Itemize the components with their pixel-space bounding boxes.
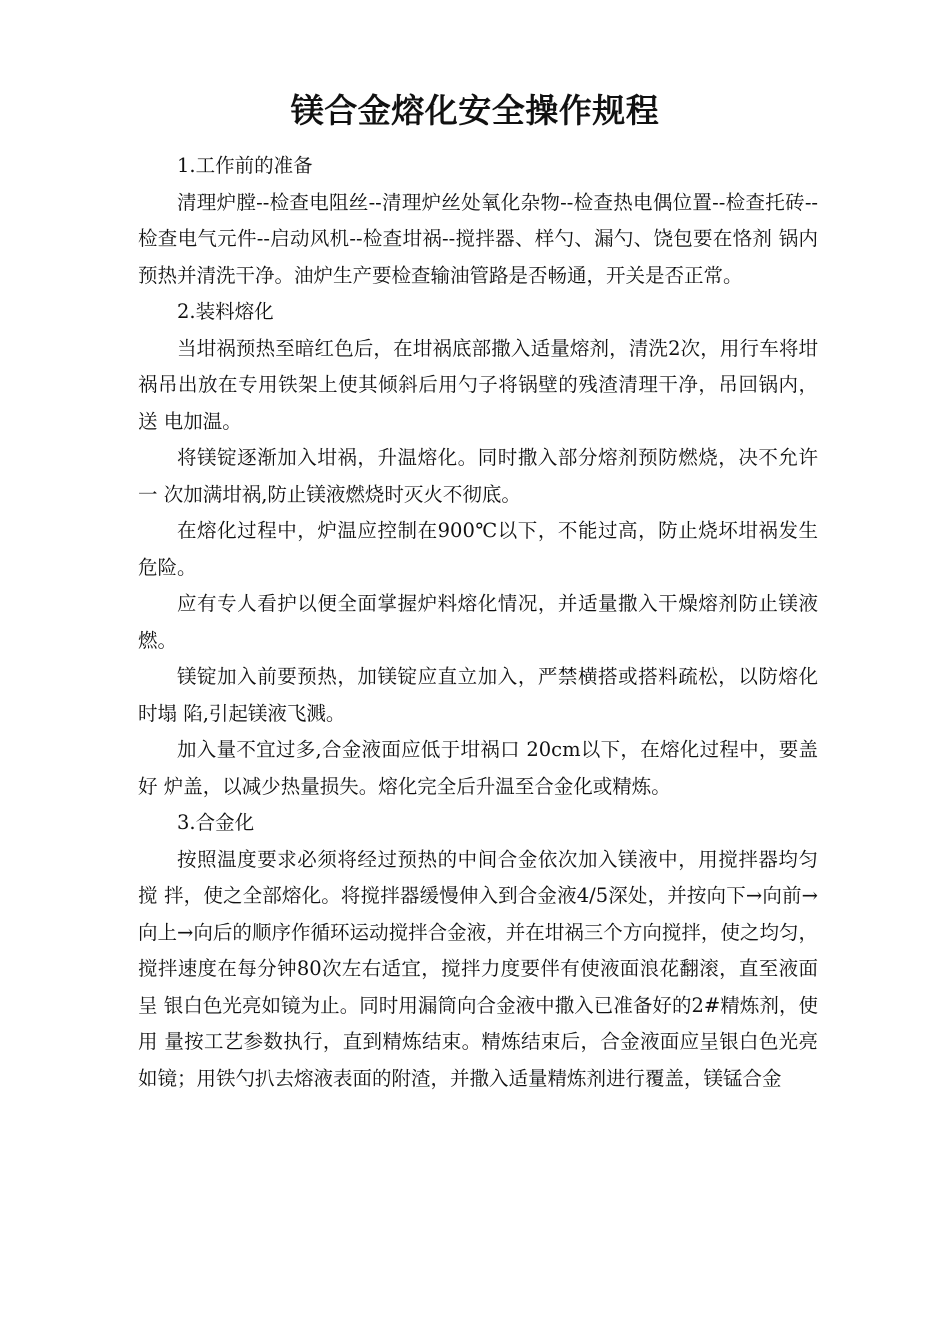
paragraph: 将镁锭逐渐加入坩祸，升温熔化。同时撒入部分熔剂预防燃烧，决不允许一 次加满坩祸,防止镁液燃烧时灭火不彻底。 — [138, 446, 818, 506]
section-heading: 1.工作前的准备 — [177, 154, 313, 177]
paragraph: 镁锭加入前要预热，加镁锭应直立加入，严禁横搭或搭料疏松，以防熔化时塌 陷,引起镁液飞溅。 — [138, 665, 818, 725]
document-body — [138, 148, 818, 1097]
paragraph: 清理炉膛--检查电阻丝--清理炉丝处氧化杂物--检查热电偶位置--检查托砖--检查电气元件--启动风机--检查坩祸--搅拌器、样勺、漏勺、饶包要在恪剂 锅内预热并清洗干净。油炉生产要检查输油管路是否畅通，开关是否正常。 — [138, 190, 818, 287]
paragraph: 当坩祸预热至暗红色后，在坩祸底部撒入适量熔剂，清洗2次，用行车将坩 祸吊出放在专用铁架上使其倾斜后用勺子将锅壁的残渣清理干净，吊回锅内，送 电加温。 — [138, 336, 818, 433]
paragraph: 加入量不宜过多,合金液面应低于坩祸口 20cm以下，在熔化过程中，要盖好 炉盖，以减少热量损失。熔化完全后升温至合金化或精炼。 — [138, 738, 818, 798]
paragraph: 应有专人看护以便全面掌握炉料熔化情况，并适量撒入干燥熔剂防止镁液燃。 — [138, 592, 818, 652]
section-heading: 2.装料熔化 — [177, 300, 274, 323]
page-title: 镁合金熔化安全操作规程 — [290, 91, 660, 130]
paragraph: 按照温度要求必须将经过预热的中间合金依次加入镁液中，用搅拌器均匀搅 拌，使之全部熔化。将搅拌器缓慢伸入到合金液4/5深处，并按向下→向前→向上→向后的顺序作循环运动搅拌合金液，并在坩祸三个方向搅拌，使之均匀，搅拌速度在每分钟80次左右适宜，搅拌力度要伴有使液面浪花翻滚，直至液面呈 银白色光亮如镜为止。同时用漏筒向合金液中撒入已准备好的2#精炼剂，使用 量按工艺参数执行，直到精炼结束。精炼结束后，合金液面应呈银白色光亮如镜；用铁勺扒去熔液表面的附渣，并撒入适量精炼剂进行覆盖，镁锰合金 — [138, 847, 818, 1090]
section-heading: 3.合金化 — [177, 811, 255, 834]
paragraph: 在熔化过程中，炉温应控制在900℃以下，不能过高，防止烧坏坩祸发生危险。 — [138, 519, 818, 579]
